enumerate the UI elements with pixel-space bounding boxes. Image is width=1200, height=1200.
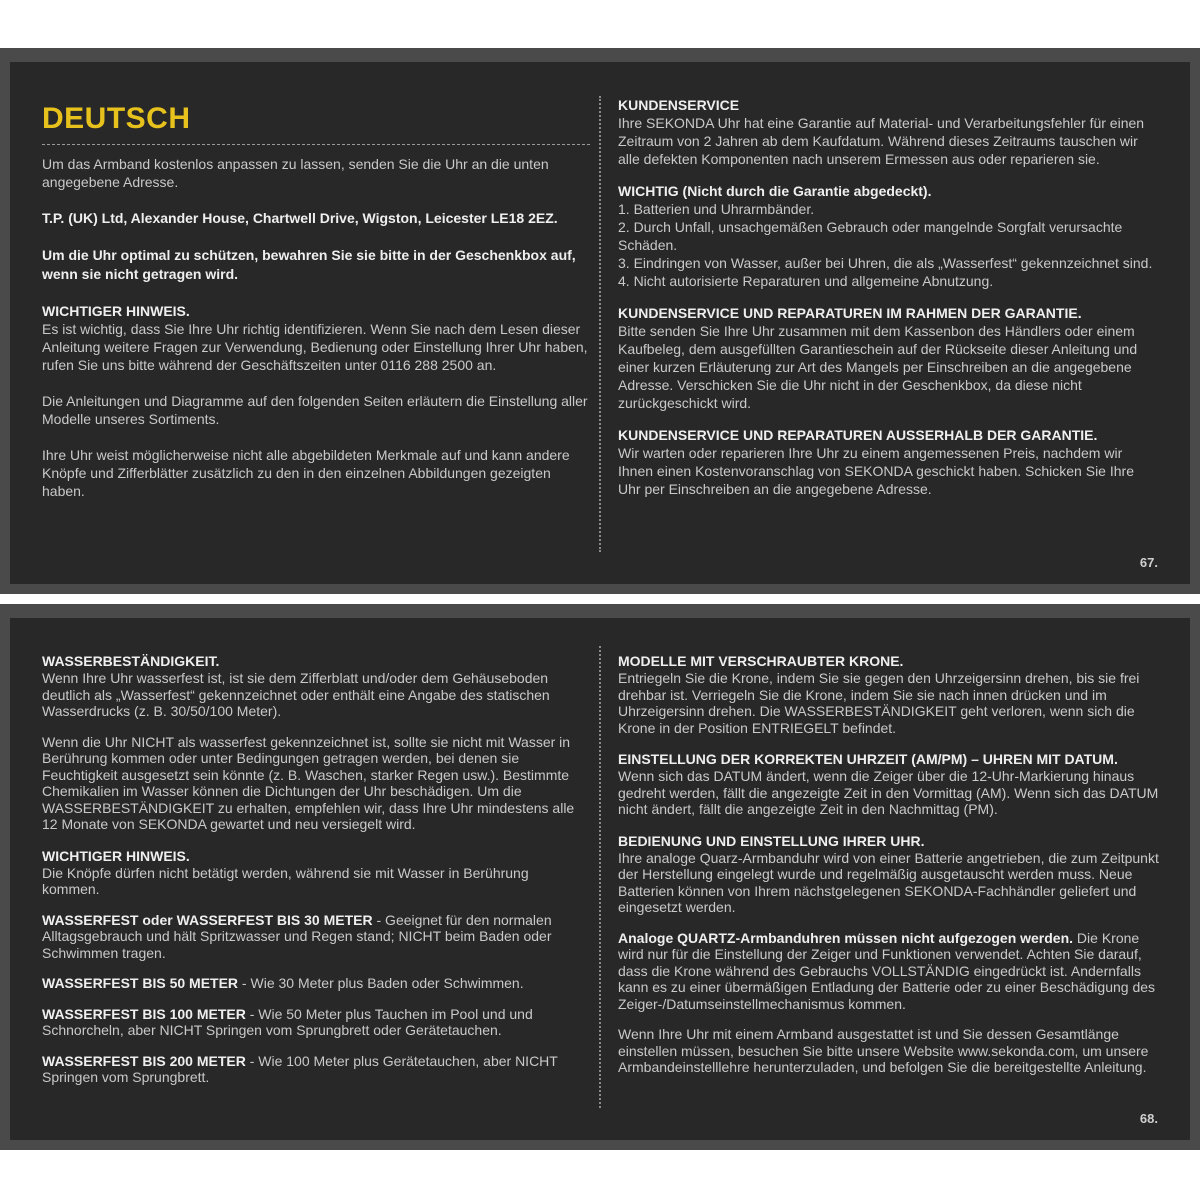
notice-text: Die Knöpfe dürfen nicht betätigt werden, während sie mit Wasser in Berührung kommen. — [42, 864, 529, 897]
strap-text: Wenn Ihre Uhr mit einem Armband ausgestattet ist und Sie dessen Gesamtlänge einstellen müssen, besuchen Sie bitte unsere Website www.sekonda.com, um unsere Armbandeinstelllehre herunterzuladen, und befolgen Sie die bereitgestellte Anleitung. — [618, 1026, 1149, 1075]
service-heading: KUNDENSERVICE — [618, 97, 740, 113]
page-68-left-column — [42, 618, 590, 1140]
quartz-paragraph — [618, 930, 1160, 1013]
title-divider — [42, 144, 590, 145]
page-68-frame — [0, 604, 1200, 1150]
wr100-paragraph — [42, 1006, 590, 1039]
wr50-label: WASSERFEST BIS 50 METER — [42, 975, 239, 991]
important-heading: WICHTIG (Nicht durch die Garantie abgedeckt). — [618, 183, 932, 199]
operation-heading: BEDIENUNG UND EINSTELLUNG IHRER UHR. — [618, 832, 925, 849]
column-divider — [599, 96, 601, 552]
wr200-label: WASSERFEST BIS 200 METER — [42, 1052, 246, 1069]
wr50-text: - Wie 30 Meter plus Baden oder Schwimmen. — [238, 975, 524, 991]
crown-text: Entriegeln Sie die Krone, indem Sie sie gegen den Uhrzeigersinn drehen, bis sie frei drehbar ist. Verriegeln Sie die Krone, indem Sie sie nach innen drücken und im Uhrzeigersinn drehen. Die WASSERBESTÄNDIGKEIT geht verloren, wenn sich die Krone in der Position ENTRIEGELT befindet. — [618, 670, 1140, 736]
page-number: 67. — [1139, 555, 1158, 570]
wr100-text: - Wie 50 Meter plus Tauchen im Pool und und Schnorcheln, aber NICHT Springen vom Sprungbrett oder Gerätetauchen. — [42, 1005, 533, 1038]
list-item: 2. Durch Unfall, unsachgemäßen Gebrauch oder mangelnde Sorgfalt verursachte Schäden. — [618, 219, 1123, 253]
water-heading: WASSERBESTÄNDIGKEIT. — [42, 653, 220, 669]
protect-text: Um die Uhr optimal zu schützen, bewahren Sie sie bitte in der Geschenkbox auf, wenn sie nicht getragen wird. — [42, 247, 576, 282]
wr30-label: WASSERFEST oder WASSERFEST BIS 30 METER — [42, 911, 373, 928]
notice-heading: WICHTIGER HINWEIS. — [42, 303, 190, 319]
notice-text: Es ist wichtig, dass Sie Ihre Uhr richtig identifizieren. Wenn Sie nach dem Lesen dieser Anleitung weitere Fragen zur Verwendung, Bedienung oder Einstellung Ihrer Uhr haben, rufen Sie uns bitte während der Geschäftszeiten unter 0116 288 2500 an. — [42, 321, 588, 373]
features-text: Ihre Uhr weist möglicherweise nicht alle abgebildeten Merkmale auf und kann andere Knöpfe und Zifferblätter zusätzlich zu den in den einzelnen Abbildungen gezeigten haben. — [42, 447, 570, 499]
quartz-text: Die Krone wird nur für die Einstellung der Zeiger und Funktionen verwendet. Achten Sie darauf, dass die Krone während des Gebrauchs VOLLSTÄNDIG eingedrückt ist. Andernfalls kann es zu einer übermäßigen Entladung der Batterie oder zu einer Beschädigung des Zeiger-/Datumseinstellmechanismus kommen. — [618, 929, 1156, 1012]
column-divider — [599, 646, 601, 1108]
outside-warranty-heading: KUNDENSERVICE UND REPARATUREN AUSSERHALB DER GARANTIE. — [618, 427, 1098, 443]
time-text: Wenn sich das DATUM ändert, wenn die Zeiger über die 12-Uhr-Markierung hinaus gedreht werden, fällt die angezeigte Zeit in den Vormittag (AM). Wenn sich das DATUM nicht ändert, fällt die angezeigte Zeit in den Nachmittag (PM). — [618, 768, 1159, 817]
quartz-label: Analoge QUARTZ-Armbanduhren müssen nicht aufgezogen werden. — [618, 929, 1074, 946]
wr30-paragraph — [42, 912, 590, 962]
time-heading: EINSTELLUNG DER KORREKTEN UHRZEIT (AM/PM) – UHREN MIT DATUM. — [618, 751, 1118, 767]
page-67-frame — [0, 48, 1200, 594]
page-68-right-column — [618, 618, 1160, 1140]
water-text: Wenn Ihre Uhr wasserfest ist, ist sie dem Zifferblatt und/oder dem Gehäuseboden deutlich als „Wasserfest“ gekennzeichnet oder enthält eine Angabe des statischen Wasserdrucks (z. B. 30/50/100 Meter). — [42, 670, 550, 719]
warranty-heading: KUNDENSERVICE UND REPARATUREN IM RAHMEN DER GARANTIE. — [618, 305, 1082, 321]
wr30-text: - Geeignet für den normalen Alltagsgebrauch und hält Spritzwasser und Regen stand; NICHT beim Baden oder Schwimmen tragen. — [42, 911, 552, 961]
list-item: 1. Batterien und Uhrarmbänder. — [618, 201, 815, 217]
list-item: 3. Eindringen von Wasser, außer bei Uhren, die als „Wasserfest“ gekennzeichnet sind. — [618, 255, 1153, 271]
operation-text: Ihre analoge Quarz-Armbanduhr wird von einer Batterie angetrieben, die zum Zeitpunkt der Herstellung eingelegt wurde und regelmäßig ausgetauscht werden muss. Neue Batterien können von Ihrem nächstgelegenen SEKONDA-Fachhändler geliefert und eingesetzt werden. — [618, 849, 1159, 915]
crown-heading: MODELLE MIT VERSCHRAUBTER KRONE. — [618, 653, 904, 669]
wr100-label: WASSERFEST BIS 100 METER — [42, 1005, 246, 1022]
wr50-paragraph — [42, 975, 590, 992]
address-text: T.P. (UK) Ltd, Alexander House, Chartwell Drive, Wigston, Leicester LE18 2EZ. — [42, 210, 558, 226]
page-67 — [10, 62, 1190, 584]
page-67-right-column — [618, 62, 1160, 584]
wr200-paragraph — [42, 1053, 590, 1086]
not-water-text: Wenn die Uhr NICHT als wasserfest gekennzeichnet ist, sollte sie nicht mit Wasser in Berührung kommen oder unter Bedingungen getragen werden, bei denen sie Feuchtigkeit ausgesetzt sein könnte (z. B. Waschen, starker Regen usw.). Bestimmte Chemikalien im Wasser können die Dichtungen der Uhr beschädigen. Um die WASSERBESTÄNDIGKEIT zu erhalten, empfehlen wir, dass Ihre Uhr mindestens alle 12 Monate von SEKONDA gewartet und neu versiegelt wird. — [42, 733, 575, 832]
list-item: 4. Nicht autorisierte Reparaturen und allgemeine Abnutzung. — [618, 273, 994, 289]
language-title: DEUTSCH — [42, 102, 191, 135]
page-67-left-column — [42, 62, 590, 584]
wr200-text: - Wie 100 Meter plus Gerätetauchen, aber NICHT Springen vom Sprungbrett. — [42, 1052, 558, 1085]
notice-heading: WICHTIGER HINWEIS. — [42, 847, 190, 864]
warranty-text: Bitte senden Sie Ihre Uhr zusammen mit dem Kassenbon des Händlers oder einem Kaufbeleg, dem ausgefüllten Garantieschein auf der Rückseite dieser Anleitung und einer kurzen Erläuterung zur Art des Mangels per Einschreiben an die angegebene Adresse. Verschicken Sie die Uhr nicht in der Geschenkbox, da diese nicht zurückgeschickt wird. — [618, 323, 1138, 411]
service-text: Ihre SEKONDA Uhr hat eine Garantie auf Material- und Verarbeitungsfehler für einen Zeitraum von 2 Jahren ab dem Kaufdatum. Während dieses Zeitraums tauschen wir alle defekten Komponenten nach unserem Ermessen aus oder reparieren sie. — [618, 115, 1145, 167]
instructions-text: Die Anleitungen und Diagramme auf den folgenden Seiten erläutern die Einstellung aller Modelle unseres Sortiments. — [42, 393, 588, 427]
page-number: 68. — [1139, 1111, 1158, 1126]
outside-warranty-text: Wir warten oder reparieren Ihre Uhr zu einem angemessenen Preis, nachdem wir Ihnen einen Kostenvoranschlag von SEKONDA geschickt haben. Schicken Sie Ihre Uhr per Einschreiben an die angegebene Adresse. — [618, 445, 1134, 497]
page-68 — [10, 618, 1190, 1140]
intro-text: Um das Armband kostenlos anpassen zu lassen, senden Sie die Uhr an die unten angegebene Adresse. — [42, 156, 549, 190]
